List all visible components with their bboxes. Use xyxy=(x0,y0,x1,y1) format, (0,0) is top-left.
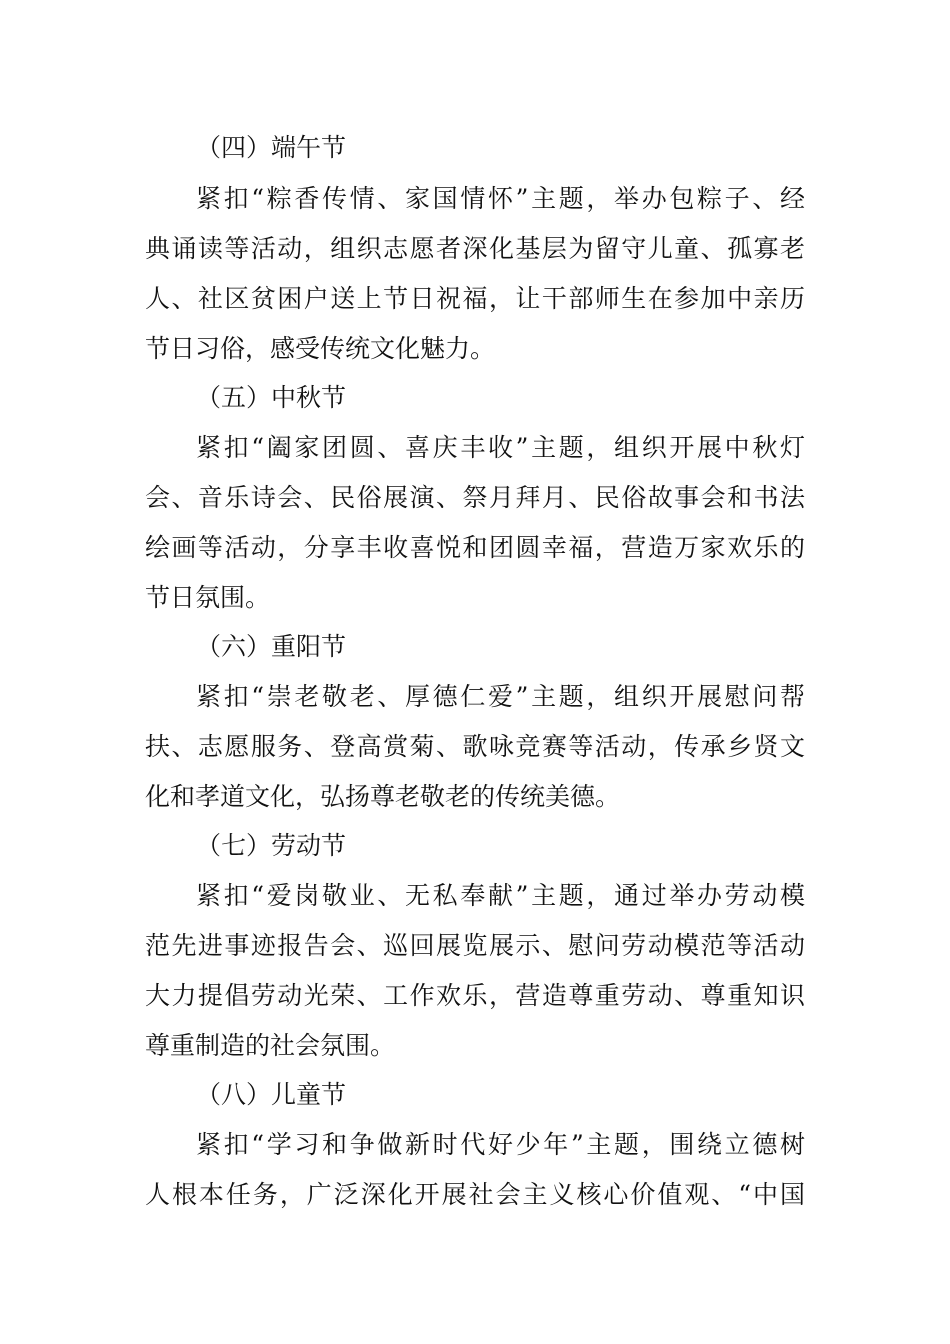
paragraph-line: 节日氛围。 xyxy=(145,583,271,612)
paragraph-line: 大力提倡劳动光荣、工作欢乐，营造尊重劳动、尊重知识 xyxy=(145,981,805,1010)
paragraph-line: 紧扣“学习和争做新时代好少年”主题，围绕立德树 xyxy=(196,1130,805,1159)
paragraph-line: 化和孝道文化，弘扬尊老敬老的传统美德。 xyxy=(145,782,621,811)
paragraph-line: 绘画等活动，分享丰收喜悦和团圆幸福，营造万家欢乐的 xyxy=(145,533,805,562)
paragraph-line: 人、社区贫困户送上节日祝福，让干部师生在参加中亲历 xyxy=(145,284,805,313)
section-heading-chongyang: （六）重阳节 xyxy=(196,632,347,661)
paragraph-line: 紧扣“爱岗敬业、无私奉献”主题，通过举办劳动模 xyxy=(196,881,805,910)
paragraph-line: 典诵读等活动，组织志愿者深化基层为留守儿童、孤寡老 xyxy=(145,234,805,263)
paragraph-line: 紧扣“崇老敬老、厚德仁爱”主题，组织开展慰问帮 xyxy=(196,682,805,711)
paragraph-line: 节日习俗，感受传统文化魅力。 xyxy=(145,334,496,363)
paragraph-line: 范先进事迹报告会、巡回展览展示、慰问劳动模范等活动 xyxy=(145,931,805,960)
paragraph-line: 尊重制造的社会氛围。 xyxy=(145,1031,396,1060)
section-heading-laodong: （七）劳动节 xyxy=(196,831,347,860)
paragraph-line: 紧扣“阖家团圆、喜庆丰收”主题，组织开展中秋灯 xyxy=(196,433,805,462)
paragraph-line: 扶、志愿服务、登高赏菊、歌咏竞赛等活动，传承乡贤文 xyxy=(145,732,805,761)
section-heading-ertong: （八）儿童节 xyxy=(196,1080,347,1109)
paragraph-line: 紧扣“粽香传情、家国情怀”主题，举办包粽子、经 xyxy=(196,184,805,213)
section-heading-duanwu: （四）端午节 xyxy=(196,133,347,162)
paragraph-line: 人根本任务，广泛深化开展社会主义核心价值观、“中国 xyxy=(145,1180,805,1209)
section-heading-zhongqiu: （五）中秋节 xyxy=(196,383,347,412)
paragraph-line: 会、音乐诗会、民俗展演、祭月拜月、民俗故事会和书法 xyxy=(145,483,805,512)
